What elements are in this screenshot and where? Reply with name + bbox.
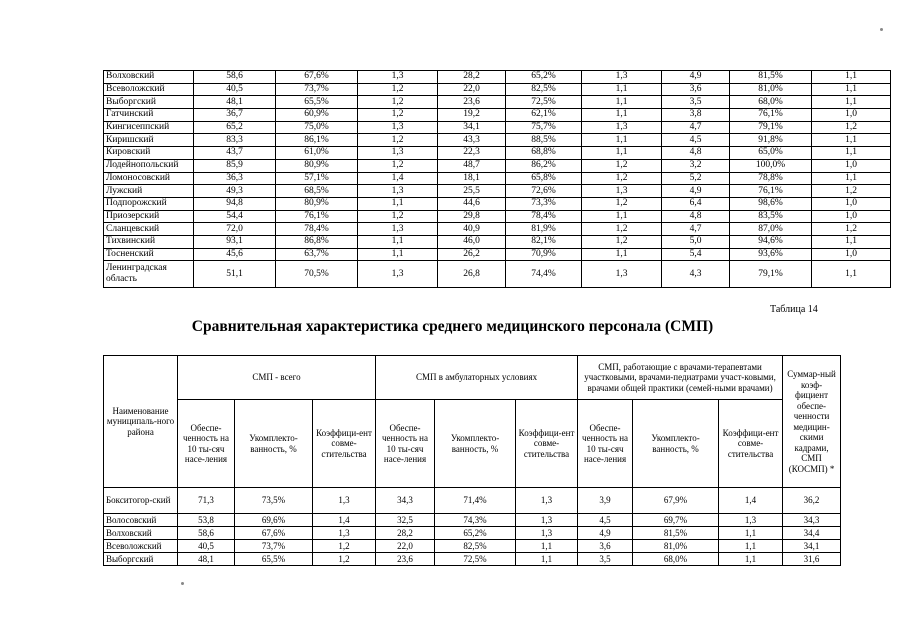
value-cell: 1,1 (582, 83, 662, 96)
value-cell: 78,8% (730, 172, 812, 185)
table-row (104, 553, 841, 566)
value-cell: 44,6 (438, 197, 506, 210)
value-cell: 40,5 (194, 83, 276, 96)
district-name-cell: Кингисеппский (104, 121, 194, 134)
value-cell: 65,2% (435, 527, 516, 540)
district-name-cell: Выборгский (104, 96, 194, 109)
value-cell: 67,6% (276, 71, 358, 84)
value-cell: 65,0% (730, 147, 812, 160)
value-cell: 82,5% (435, 540, 516, 553)
value-cell: 1,1 (582, 147, 662, 160)
value-cell: 43,3 (438, 134, 506, 147)
value-cell: 1,3 (313, 527, 376, 540)
table-caption: Таблица 14 (770, 304, 818, 315)
value-cell: 76,1% (730, 109, 812, 122)
value-cell: 69,6% (235, 514, 313, 527)
value-cell: 4,5 (578, 514, 633, 527)
district-name-cell: Выборгский (104, 553, 178, 566)
value-cell: 62,1% (506, 109, 582, 122)
value-cell: 6,4 (662, 197, 730, 210)
value-cell: 81,9% (506, 223, 582, 236)
region-name-cell: Ленинградская область (104, 261, 194, 288)
value-cell: 18,1 (438, 172, 506, 185)
subheader-staffing: Укомплекто-ванность, % (435, 400, 516, 488)
value-cell: 83,3 (194, 134, 276, 147)
value-cell: 78,4% (506, 210, 582, 223)
value-cell: 43,7 (194, 147, 276, 160)
value-cell: 57,1% (276, 172, 358, 185)
value-cell: 1,2 (812, 185, 891, 198)
value-cell: 32,5 (376, 514, 435, 527)
value-cell: 4,9 (662, 185, 730, 198)
value-cell: 81,0% (730, 83, 812, 96)
district-name-cell: Тихвинский (104, 235, 194, 248)
table-row (104, 185, 891, 198)
value-cell: 1,1 (516, 540, 578, 553)
value-cell: 69,7% (633, 514, 719, 527)
value-cell: 86,8% (276, 235, 358, 248)
value-cell: 3,8 (662, 109, 730, 122)
value-cell: 3,5 (662, 96, 730, 109)
value-cell: 1,1 (582, 210, 662, 223)
value-cell: 5,2 (662, 172, 730, 185)
value-cell: 1,3 (358, 223, 438, 236)
value-cell: 81,5% (633, 527, 719, 540)
value-cell: 1,2 (582, 223, 662, 236)
subheader-provision: Обеспе-ченность на 10 ты-сяч насе-ления (578, 400, 633, 488)
value-cell: 34,4 (783, 527, 841, 540)
value-cell: 94,6% (730, 235, 812, 248)
value-cell: 1,3 (582, 121, 662, 134)
district-name-cell: Гатчинский (104, 109, 194, 122)
value-cell: 71,3 (178, 488, 235, 514)
value-cell: 91,8% (730, 134, 812, 147)
value-cell: 5,4 (662, 248, 730, 261)
subheader-staffing: Укомплекто-ванность, % (633, 400, 719, 488)
value-cell: 3,6 (662, 83, 730, 96)
table-row (104, 248, 891, 261)
value-cell: 1,3 (358, 185, 438, 198)
value-cell: 28,2 (376, 527, 435, 540)
value-cell: 1,0 (812, 109, 891, 122)
subheader-coefficient: Коэффици-ент совме-стительства (313, 400, 376, 488)
value-cell: 34,3 (783, 514, 841, 527)
value-cell: 1,1 (582, 109, 662, 122)
value-cell: 4,7 (662, 121, 730, 134)
table-row (104, 96, 891, 109)
value-cell: 68,0% (633, 553, 719, 566)
district-name-cell: Сланцевский (104, 223, 194, 236)
value-cell: 36,3 (194, 172, 276, 185)
district-name-cell: Всеволожский (104, 83, 194, 96)
value-cell: 4,8 (662, 147, 730, 160)
value-cell: 5,0 (662, 235, 730, 248)
value-cell: 79,1% (730, 121, 812, 134)
value-cell: 1,1 (812, 83, 891, 96)
district-name-cell: Волховский (104, 527, 178, 540)
value-cell: 65,8% (506, 172, 582, 185)
value-cell: 22,0 (438, 83, 506, 96)
district-name-cell: Бокситогор-ский (104, 488, 178, 514)
value-cell: 65,5% (276, 96, 358, 109)
scan-speck (181, 582, 184, 585)
value-cell: 1,1 (582, 248, 662, 261)
value-cell: 1,1 (812, 134, 891, 147)
value-cell: 60,9% (276, 109, 358, 122)
value-cell: 1,4 (358, 172, 438, 185)
value-cell: 54,4 (194, 210, 276, 223)
value-cell: 94,8 (194, 197, 276, 210)
value-cell: 46,0 (438, 235, 506, 248)
value-cell: 1,0 (812, 197, 891, 210)
value-cell: 28,2 (438, 71, 506, 84)
value-cell: 53,8 (178, 514, 235, 527)
value-cell: 80,9% (276, 197, 358, 210)
value-cell: 81,0% (633, 540, 719, 553)
value-cell: 23,6 (438, 96, 506, 109)
district-name-cell: Ломоносовский (104, 172, 194, 185)
value-cell: 1,3 (358, 71, 438, 84)
scan-speck (880, 28, 883, 31)
value-cell: 48,7 (438, 159, 506, 172)
value-cell: 68,5% (276, 185, 358, 198)
value-cell: 4,8 (662, 210, 730, 223)
table-row (104, 223, 891, 236)
value-cell: 87,0% (730, 223, 812, 236)
value-cell: 72,5% (435, 553, 516, 566)
table-row (104, 197, 891, 210)
value-cell: 1,1 (358, 197, 438, 210)
table-row (104, 210, 891, 223)
value-cell: 61,0% (276, 147, 358, 160)
value-cell: 1,3 (358, 261, 438, 288)
value-cell: 1,2 (582, 197, 662, 210)
value-cell: 19,2 (438, 109, 506, 122)
subheader-coefficient: Коэффици-ент совме-стительства (516, 400, 578, 488)
table-row (104, 159, 891, 172)
value-cell: 74,3% (435, 514, 516, 527)
value-cell: 49,3 (194, 185, 276, 198)
value-cell: 83,5% (730, 210, 812, 223)
value-cell: 73,7% (235, 540, 313, 553)
value-cell: 1,3 (313, 488, 376, 514)
value-cell: 86,2% (506, 159, 582, 172)
value-cell: 75,0% (276, 121, 358, 134)
value-cell: 67,9% (633, 488, 719, 514)
value-cell: 65,2 (194, 121, 276, 134)
value-cell: 1,1 (719, 540, 783, 553)
value-cell: 26,8 (438, 261, 506, 288)
value-cell: 1,3 (358, 121, 438, 134)
table-row (104, 172, 891, 185)
district-name-cell: Волховский (104, 71, 194, 84)
value-cell: 93,1 (194, 235, 276, 248)
value-cell: 1,1 (719, 527, 783, 540)
district-name-cell: Тосненский (104, 248, 194, 261)
value-cell: 93,6% (730, 248, 812, 261)
value-cell: 73,5% (235, 488, 313, 514)
value-cell: 73,3% (506, 197, 582, 210)
value-cell: 1,3 (582, 261, 662, 288)
value-cell: 1,3 (516, 514, 578, 527)
value-cell: 29,8 (438, 210, 506, 223)
value-cell: 1,1 (812, 147, 891, 160)
value-cell: 4,9 (578, 527, 633, 540)
district-name-cell: Приозерский (104, 210, 194, 223)
value-cell: 1,3 (516, 488, 578, 514)
value-cell: 4,9 (662, 71, 730, 84)
district-staffing-table-top (103, 70, 891, 288)
value-cell: 79,1% (730, 261, 812, 288)
value-cell: 65,5% (235, 553, 313, 566)
table-row (104, 527, 841, 540)
value-cell: 67,6% (235, 527, 313, 540)
value-cell: 1,3 (516, 527, 578, 540)
value-cell: 1,2 (582, 172, 662, 185)
group-header-total: СМП - всего (178, 356, 376, 400)
value-cell: 72,6% (506, 185, 582, 198)
table-row (104, 83, 891, 96)
value-cell: 86,1% (276, 134, 358, 147)
value-cell: 63,7% (276, 248, 358, 261)
value-cell: 70,9% (506, 248, 582, 261)
value-cell: 51,1 (194, 261, 276, 288)
value-cell: 1,3 (582, 185, 662, 198)
district-name-cell: Подпорожский (104, 197, 194, 210)
value-cell: 1,3 (719, 514, 783, 527)
value-cell: 45,6 (194, 248, 276, 261)
value-cell: 71,4% (435, 488, 516, 514)
subheader-staffing: Укомплекто-ванность, % (235, 400, 313, 488)
value-cell: 82,5% (506, 83, 582, 96)
subheader-provision: Обеспе-ченность на 10 ты-сяч насе-ления (376, 400, 435, 488)
table-row (104, 540, 841, 553)
value-cell: 85,9 (194, 159, 276, 172)
section-title: Сравнительная характеристика среднего медицинского персонала (СМП) (191, 318, 714, 335)
value-cell: 68,0% (730, 96, 812, 109)
district-header: Наименование муниципаль-ного района (104, 356, 178, 488)
value-cell: 1,1 (812, 172, 891, 185)
value-cell: 1,2 (358, 159, 438, 172)
district-name-cell: Всеволожский (104, 540, 178, 553)
district-name-cell: Лодейнопольский (104, 159, 194, 172)
value-cell: 1,1 (812, 96, 891, 109)
total-coefficient-header: Суммар-ный коэф-фициент обеспе-ченности медицин-скими кадрами, СМП (КОСМП) * (783, 356, 841, 488)
value-cell: 36,7 (194, 109, 276, 122)
value-cell: 1,1 (358, 235, 438, 248)
table-row (104, 71, 891, 84)
value-cell: 58,6 (194, 71, 276, 84)
table-row (104, 109, 891, 122)
value-cell: 76,1% (730, 185, 812, 198)
value-cell: 1,2 (358, 109, 438, 122)
group-header-outpatient: СМП в амбулаторных условиях (376, 356, 578, 400)
value-cell: 1,0 (812, 210, 891, 223)
value-cell: 70,5% (276, 261, 358, 288)
value-cell: 1,3 (582, 71, 662, 84)
table-row (104, 235, 891, 248)
table-row (104, 514, 841, 527)
value-cell: 40,9 (438, 223, 506, 236)
value-cell: 1,1 (582, 96, 662, 109)
value-cell: 1,2 (313, 553, 376, 566)
value-cell: 3,5 (578, 553, 633, 566)
value-cell: 76,1% (276, 210, 358, 223)
value-cell: 34,3 (376, 488, 435, 514)
value-cell: 1,2 (582, 235, 662, 248)
value-cell: 81,5% (730, 71, 812, 84)
value-cell: 68,8% (506, 147, 582, 160)
value-cell: 1,0 (812, 248, 891, 261)
value-cell: 1,4 (313, 514, 376, 527)
table-row (104, 147, 891, 160)
subheader-coefficient: Коэффици-ент совме-стительства (719, 400, 783, 488)
group-header-primary-care: СМП, работающие с врачами-терапевтами участковыми, врачами-педиатрами участ-ковыми, врачами общей практики (семей-ными врачами) (578, 356, 783, 400)
value-cell: 22,3 (438, 147, 506, 160)
value-cell: 80,9% (276, 159, 358, 172)
value-cell: 73,7% (276, 83, 358, 96)
value-cell: 1,2 (582, 159, 662, 172)
value-cell: 34,1 (438, 121, 506, 134)
table-row (104, 134, 891, 147)
subheader-provision: Обеспе-ченность на 10 ты-сяч насе-ления (178, 400, 235, 488)
value-cell: 31,6 (783, 553, 841, 566)
value-cell: 48,1 (178, 553, 235, 566)
value-cell: 25,5 (438, 185, 506, 198)
value-cell: 58,6 (178, 527, 235, 540)
value-cell: 3,6 (578, 540, 633, 553)
value-cell: 1,4 (719, 488, 783, 514)
value-cell: 75,7% (506, 121, 582, 134)
value-cell: 74,4% (506, 261, 582, 288)
value-cell: 72,5% (506, 96, 582, 109)
value-cell: 36,2 (783, 488, 841, 514)
value-cell: 65,2% (506, 71, 582, 84)
district-name-cell: Волосовский (104, 514, 178, 527)
value-cell: 1,1 (812, 71, 891, 84)
table-row (104, 488, 841, 514)
value-cell: 98,6% (730, 197, 812, 210)
value-cell: 34,1 (783, 540, 841, 553)
district-name-cell: Лужский (104, 185, 194, 198)
value-cell: 1,1 (719, 553, 783, 566)
value-cell: 1,2 (358, 210, 438, 223)
value-cell: 1,2 (812, 223, 891, 236)
value-cell: 88,5% (506, 134, 582, 147)
value-cell: 1,0 (812, 159, 891, 172)
value-cell: 22,0 (376, 540, 435, 553)
value-cell: 1,2 (358, 134, 438, 147)
value-cell: 3,2 (662, 159, 730, 172)
value-cell: 1,2 (358, 96, 438, 109)
value-cell: 82,1% (506, 235, 582, 248)
value-cell: 4,3 (662, 261, 730, 288)
value-cell: 1,2 (313, 540, 376, 553)
value-cell: 1,1 (582, 134, 662, 147)
value-cell: 72,0 (194, 223, 276, 236)
value-cell: 4,7 (662, 223, 730, 236)
value-cell: 26,2 (438, 248, 506, 261)
value-cell: 23,6 (376, 553, 435, 566)
value-cell: 1,1 (812, 261, 891, 288)
value-cell: 78,4% (276, 223, 358, 236)
value-cell: 1,1 (812, 235, 891, 248)
value-cell: 3,9 (578, 488, 633, 514)
value-cell: 1,1 (358, 248, 438, 261)
value-cell: 48,1 (194, 96, 276, 109)
region-total-row (104, 261, 891, 288)
value-cell: 100,0% (730, 159, 812, 172)
value-cell: 1,2 (358, 83, 438, 96)
district-name-cell: Кировский (104, 147, 194, 160)
table-row (104, 121, 891, 134)
value-cell: 1,1 (516, 553, 578, 566)
value-cell: 40,5 (178, 540, 235, 553)
value-cell: 4,5 (662, 134, 730, 147)
nurse-staffing-comparison-table (103, 355, 841, 566)
value-cell: 1,3 (358, 147, 438, 160)
value-cell: 1,2 (812, 121, 891, 134)
district-name-cell: Киришский (104, 134, 194, 147)
